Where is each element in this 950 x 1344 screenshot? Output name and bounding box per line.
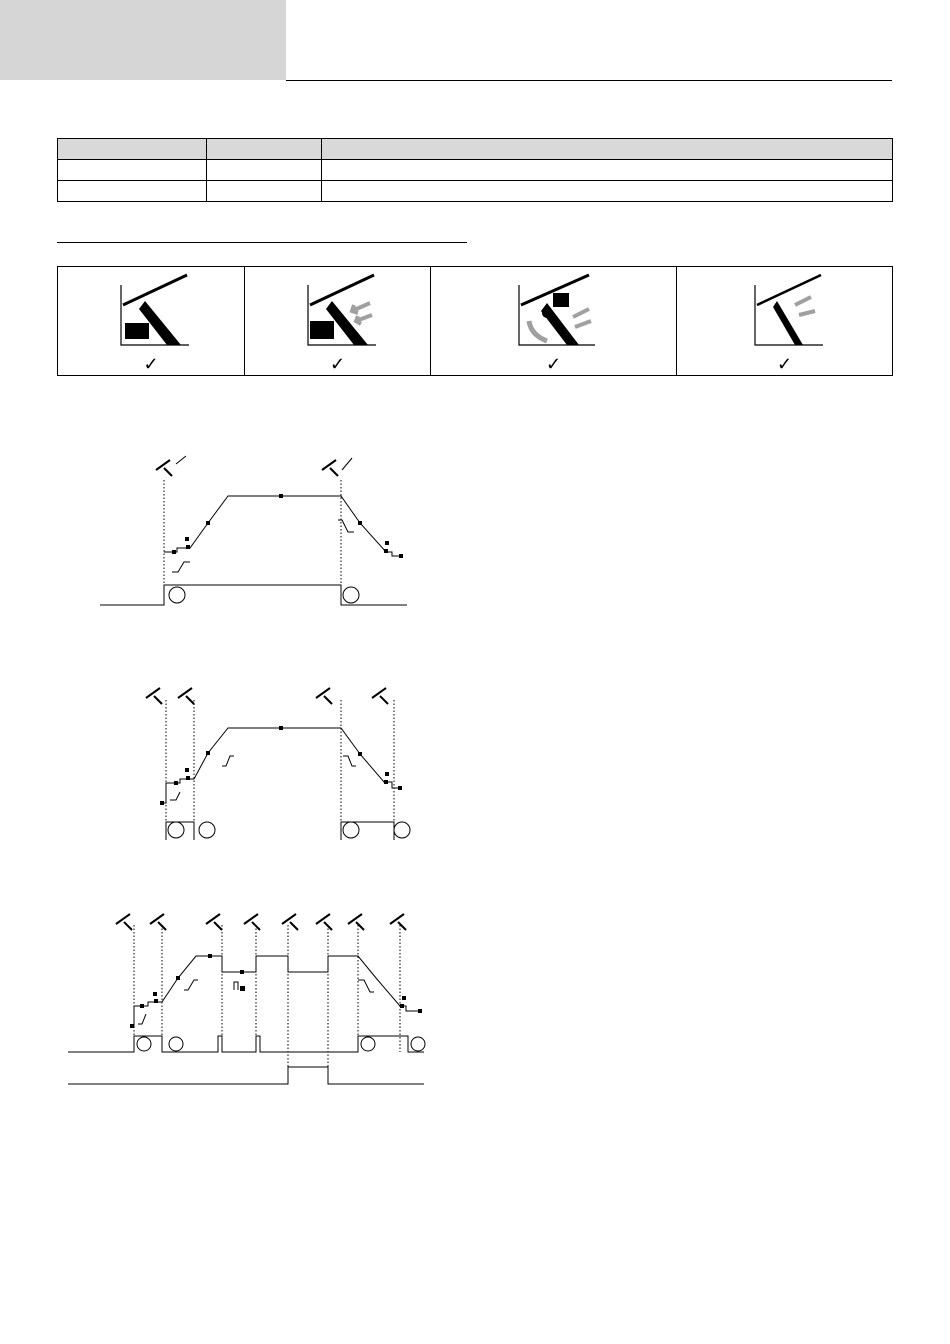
sequence-diagram-4t [0, 675, 950, 845]
table-cell [58, 160, 207, 181]
check-mark: ✓ [329, 354, 346, 374]
process-cell-2 [245, 267, 431, 376]
check-mark: ✓ [776, 354, 793, 374]
torch-trigger-icon [156, 456, 352, 476]
tig-torch-wire-feed-icon [509, 273, 599, 353]
table-header-cell [322, 139, 893, 160]
table-cell [322, 160, 893, 181]
process-cell-4 [677, 267, 893, 376]
section-rule [57, 242, 467, 243]
sequence-diagram-2t [0, 440, 950, 630]
table-cell [322, 181, 893, 202]
tig-torch-pedal-icon [111, 273, 191, 353]
torch-trigger-icon [116, 914, 406, 930]
process-cell-1 [58, 267, 245, 376]
sequence-diagram-bilevel [0, 905, 950, 1095]
tig-torch-gas-only-icon [745, 273, 825, 353]
table-cell [207, 181, 322, 202]
table-cell [58, 181, 207, 202]
table-row [58, 181, 893, 202]
process-compatibility-table [57, 266, 893, 376]
table-cell [207, 160, 322, 181]
check-mark: ✓ [143, 354, 159, 374]
torch-trigger-icon [146, 688, 388, 704]
tig-torch-gas-icon [298, 273, 378, 353]
check-mark: ✓ [545, 354, 562, 374]
table-header-row [58, 139, 893, 160]
process-cell-3 [431, 267, 677, 376]
parameter-table [57, 138, 893, 202]
header-tab [0, 0, 286, 80]
table-row [58, 160, 893, 181]
table-header-cell [207, 139, 322, 160]
header-rule [286, 80, 892, 81]
table-header-cell [58, 139, 207, 160]
